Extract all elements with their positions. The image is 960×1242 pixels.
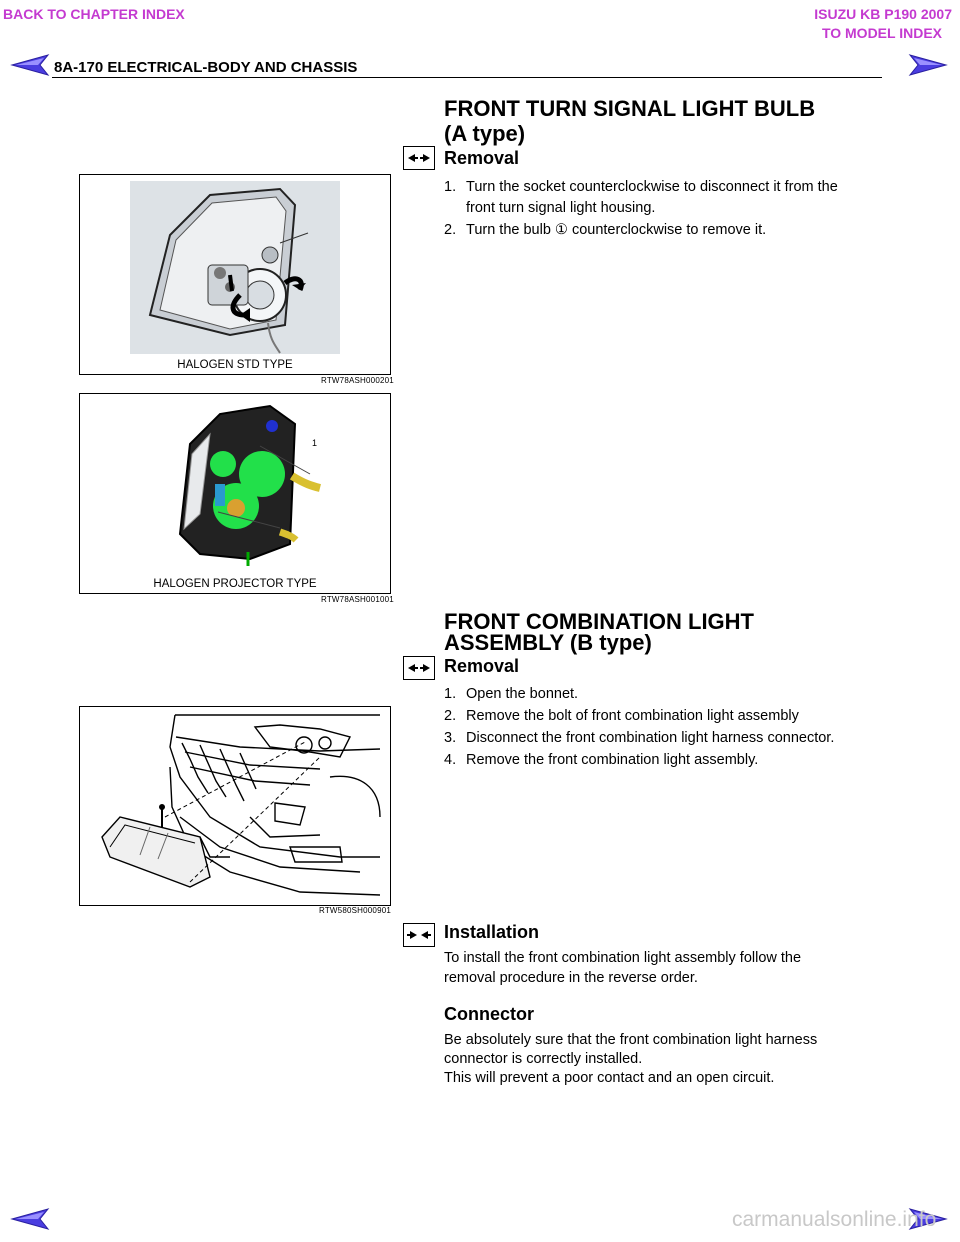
step-number: 1. bbox=[444, 686, 457, 702]
section1-title-line1: FRONT TURN SIGNAL LIGHT BULB bbox=[444, 96, 816, 121]
section2-title-line2: ASSEMBLY (B type) bbox=[444, 630, 652, 655]
section2-step-2 bbox=[444, 706, 884, 727]
step-text: Turn the bulb ① counterclockwise to remove it. bbox=[466, 222, 767, 238]
figure-code: RTW78ASH000201 bbox=[321, 376, 394, 385]
step-text: Disconnect the front combination light harness connector. bbox=[466, 730, 835, 746]
section1-title-line2: (A type) bbox=[444, 121, 526, 146]
model-title-link[interactable]: ISUZU KB P190 2007 bbox=[814, 6, 952, 22]
back-to-chapter-index-link[interactable]: BACK TO CHAPTER INDEX bbox=[3, 6, 185, 22]
figure-halogen-projector bbox=[79, 393, 391, 594]
section2-step-4 bbox=[444, 750, 884, 771]
step-number: 4. bbox=[444, 752, 457, 768]
section1-removal-heading: Removal bbox=[444, 148, 520, 168]
connector-heading: Connector bbox=[444, 1004, 534, 1024]
installation-text-line2: removal procedure in the reverse order. bbox=[444, 970, 698, 986]
step-number: 2. bbox=[444, 222, 457, 238]
removal-arrows-icon bbox=[403, 146, 435, 170]
to-model-index-link[interactable]: TO MODEL INDEX bbox=[821, 25, 942, 41]
section2-title-line1: FRONT COMBINATION LIGHT bbox=[444, 609, 754, 634]
previous-page-arrow-icon[interactable] bbox=[10, 53, 50, 77]
figure-callout-1: 1 bbox=[312, 438, 318, 448]
figure-code: RTW580SH000901 bbox=[319, 906, 392, 915]
figure-halogen-std bbox=[79, 174, 391, 375]
figure-caption: HALOGEN PROJECTOR TYPE bbox=[153, 578, 317, 590]
step-text: Turn the socket counterclockwise to disconnect it from the bbox=[466, 179, 838, 195]
installation-arrows-icon bbox=[403, 923, 435, 947]
section2-step-1 bbox=[444, 684, 884, 705]
step-text: Open the bonnet. bbox=[466, 686, 579, 702]
section-header: 8A-170 ELECTRICAL-BODY AND CHASSIS bbox=[54, 59, 358, 76]
step-text: Remove the bolt of front combination light assembly bbox=[466, 708, 799, 724]
installation-heading: Installation bbox=[444, 922, 540, 942]
headlamp-std-illustration bbox=[80, 175, 390, 374]
step-number: 2. bbox=[444, 708, 457, 724]
step-text-continued: front turn signal light housing. bbox=[466, 200, 656, 216]
previous-page-arrow-icon[interactable] bbox=[10, 1207, 50, 1231]
step-text: Remove the front combination light assembly. bbox=[466, 752, 759, 768]
section1-step-2 bbox=[444, 220, 884, 241]
step-number: 1. bbox=[444, 179, 457, 195]
removal-arrows-icon bbox=[403, 656, 435, 680]
watermark: carmanualsonline.info bbox=[732, 1208, 937, 1231]
section2-removal-heading: Removal bbox=[444, 656, 520, 676]
connector-text-line1: Be absolutely sure that the front combination light harness bbox=[444, 1032, 818, 1048]
figure-front-combination-light bbox=[79, 706, 391, 906]
figure-code: RTW78ASH001001 bbox=[321, 595, 394, 604]
figure-caption: HALOGEN STD TYPE bbox=[177, 359, 293, 371]
next-page-arrow-icon[interactable] bbox=[908, 53, 948, 77]
section1-step-1 bbox=[444, 177, 884, 219]
installation-text-line1: To install the front combination light assembly follow the bbox=[444, 950, 802, 966]
connector-text-line3: This will prevent a poor contact and an open circuit. bbox=[444, 1070, 775, 1086]
connector-text-line2: connector is correctly installed. bbox=[444, 1051, 643, 1067]
vehicle-front-illustration bbox=[80, 707, 390, 905]
header-rule bbox=[52, 77, 882, 78]
headlamp-projector-illustration bbox=[80, 394, 390, 593]
step-number: 3. bbox=[444, 730, 457, 746]
section2-step-3 bbox=[444, 728, 884, 749]
